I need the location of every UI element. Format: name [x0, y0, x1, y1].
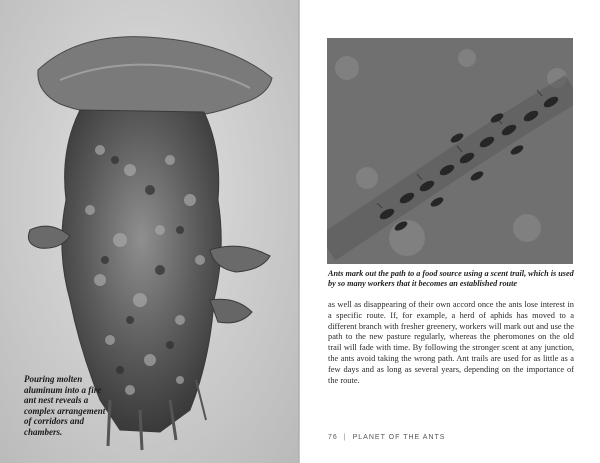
- page-number: 76: [328, 434, 338, 441]
- page-footer: [328, 434, 574, 441]
- right-photo-caption: Ants mark out the path to a food source using a scent trail, which is used by so many workers that it becomes an established route: [328, 269, 574, 288]
- footer-separator: |: [343, 434, 347, 441]
- ant-trail-image: [327, 38, 573, 264]
- left-photo-caption: Pouring molten aluminum into a fire ant nest reveals a complex arrangement of corridors and chambers.: [24, 374, 106, 437]
- running-head: PLANET OF THE ANTS: [352, 434, 446, 441]
- body-paragraph: as well as disappearing of their own accord once the ants lose interest in a specific route. If, for example, a herd of aphids has moved to a different branch with fresher greenery, workers will mark out and use the path to the new pasture regularly, whereas the pheromones on the old trail will fade with time. By following the stronger scent at any junction, the ants avoid taking the wrong path. Ant trails are used for as little as a few days and as long as several years, depending on the importance of the route.: [328, 300, 574, 385]
- ant-trail-photo: [327, 38, 573, 264]
- right-page: [300, 0, 600, 463]
